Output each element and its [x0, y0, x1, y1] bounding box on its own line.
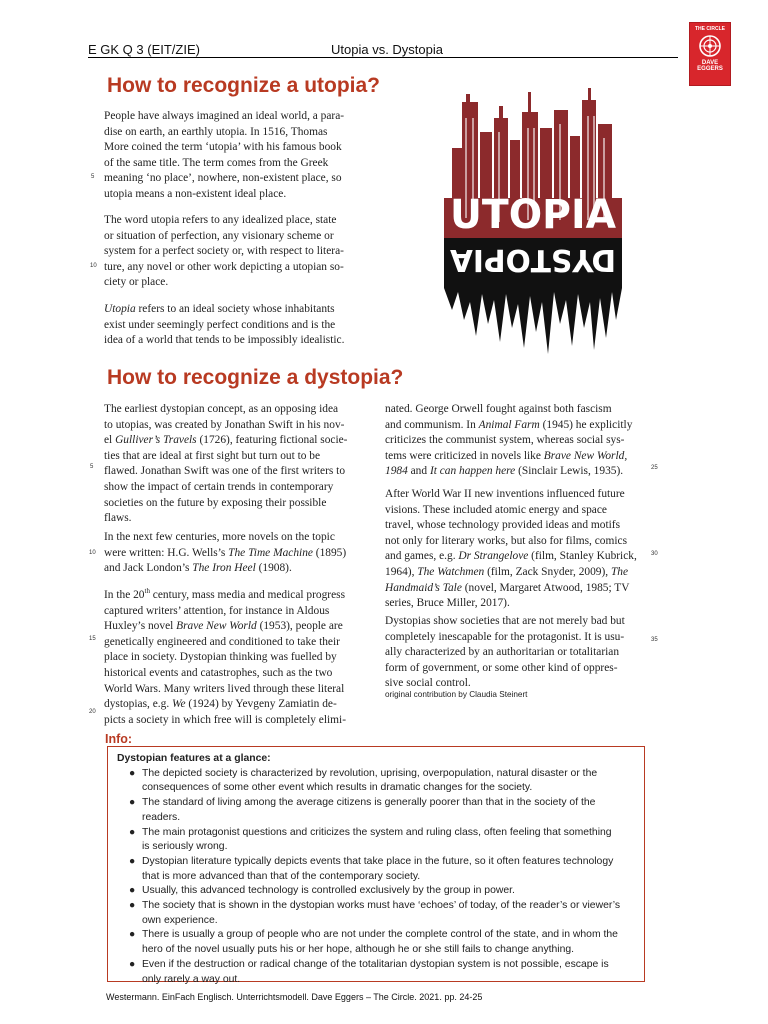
line-number: 35 — [651, 637, 658, 643]
list-item — [117, 855, 634, 884]
line-number: 5 — [91, 174, 95, 180]
source-footer: Westermann. EinFach Englisch. Unterrichtsmodell. Dave Eggers – The Circle. 2021. pp. 24-25 — [106, 992, 483, 1002]
list-item — [117, 958, 634, 987]
info-heading: Dystopian features at a glance: — [117, 753, 271, 764]
page-topic: Utopia vs. Dystopia — [331, 42, 443, 57]
list-item — [117, 884, 634, 899]
dystopia-col1-paragraph-3: In the 20th century, mass media and medical progress captured writers’ attention, for instance in Aldous Huxley’s novel Brave New World (1953), people are genetically engineered and conditioned to take their place in society. Dystopian thinking was fuelled by historical events and catastrophes, such as the two World Wars. Many writers lived through these literal dystopias, e.g. We (1924) by Yevgeny Zamiatin de- picts a society in which free will is completely elimi- — [104, 587, 346, 726]
header-rule — [88, 57, 678, 58]
line-number: 5 — [90, 464, 94, 470]
book-cover-author: DAVE EGGERS — [697, 60, 723, 72]
list-item-text: The main protagonist questions and criticizes the system and ruling class, often feeling that something is seriously wrong. — [142, 826, 612, 853]
list-item — [117, 796, 634, 825]
utopia-dystopia-poster — [444, 88, 622, 356]
book-cover-title: THE CIRCLE — [695, 26, 725, 32]
info-label: Info: — [105, 732, 133, 746]
bullet-icon: ● — [129, 767, 136, 779]
list-item — [117, 767, 634, 796]
utopia-heading: How to recognize a utopia? — [107, 74, 381, 97]
utopia-paragraph-2: The word utopia refers to any idealized place, state or situation of perfection, any visionary scheme or system for a perfect society or, with respect to litera- ture, any novel or other work depicting a utopian so- ciety or place. — [104, 214, 344, 289]
poster-word-dystopia: DYSTOPIA — [449, 242, 616, 277]
utopia-paragraph-3: Utopia refers to an ideal society whose inhabitants exist under seemingly perfect conditions and is the idea of a world that tends to be impossibly idealistic. — [104, 303, 345, 347]
list-item-text: Dystopian literature typically depicts events that take place in the future, so it often features technology that is more advanced than that of the contemporary society. — [142, 855, 614, 882]
dystopia-col1-paragraph-1: The earliest dystopian concept, as an opposing idea to utopias, was created by Jonathan Swift in his nov- el Gulliver’s Travels (1726), featuring fictional socie- ties that are ideal at first sight but turn out to be flawed. Jonathan Swift was one of the first writers to show the impact of certain trends in contemporary societies on the future by exposing their possible flaws. — [104, 403, 348, 525]
list-item — [117, 928, 634, 957]
line-number: 20 — [89, 709, 96, 715]
author-credit: original contribution by Claudia Steinert — [385, 690, 528, 699]
black-skyline — [444, 274, 622, 354]
dystopia-col2-paragraph-3: Dystopias show societies that are not merely bad but completely inescapable for the protagonist. It is usu- ally characterized by an authoritarian or totalitarian form of government, or some other kind of oppres- sive social control. — [385, 615, 625, 690]
bullet-icon: ● — [129, 797, 136, 809]
list-item-text: The depicted society is characterized by revolution, uprising, overpopulation, natural disaster or the consequences of some other event which results in dramatic changes for the society. — [142, 767, 598, 794]
bullet-icon: ● — [129, 855, 136, 867]
line-number: 10 — [89, 550, 96, 556]
feature-list — [117, 767, 634, 988]
book-cover-thumbnail — [689, 22, 731, 86]
course-code: E GK Q 3 (EIT/ZIE) — [88, 42, 200, 57]
dystopia-col2-paragraph-2: After World War II new inventions influenced future visions. These included atomic energy and space travel, whose technology provided ideas and motifs not only for literary works, but also for films, comics and games, e.g. Dr Strangelove (film, Stanley Kubrick, 1964), The Watchmen (film, Zack Snyder, 2009), The Handmaid’s Tale (novel, Margaret Atwood, 1985; TV series, Bruce Miller, 2017). — [385, 488, 637, 610]
dystopia-col1-paragraph-2: In the next few centuries, more novels on the topic were written: H.G. Wells’s The Time Machine (1895) and Jack London’s The Iron Heel (1908). — [104, 531, 347, 575]
list-item-text: The standard of living among the average citizens is generally poorer than that in the society of the readers. — [142, 797, 596, 823]
circle-emblem-icon — [698, 34, 722, 58]
dystopia-heading: How to recognize a dystopia? — [107, 366, 404, 389]
bullet-icon: ● — [129, 885, 136, 897]
info-box — [107, 746, 645, 985]
bullet-icon: ● — [129, 900, 136, 912]
line-number: 10 — [90, 263, 97, 269]
dystopia-col2-paragraph-1: nated. George Orwell fought against both fascism and communism. In Animal Farm (1945) he explicitly criticizes the communist system, whereas social sys- tems were criticized in novels like Brave New World, 1984 and It can happen here (Sinclair Lewis, 1935). — [385, 403, 633, 478]
utopia-paragraph-1: People have always imagined an ideal world, a para- dise on earth, an earthly utopia. In 1516, Thomas More coined the term ‘utopia’ with his famous book of the same title. The term comes from the Greek meaning ‘no place’, nowhere, non-existent place, so utopia means a non-existent ideal place. — [104, 110, 345, 200]
list-item-text: Usually, this advanced technology is controlled exclusively by the group in power. — [142, 885, 515, 897]
list-item — [117, 826, 634, 855]
bullet-icon: ● — [129, 958, 136, 970]
bullet-icon: ● — [129, 826, 136, 838]
list-item-text: Even if the destruction or radical change of the totalitarian dystopian system is not possible, escape is only rarely a way out. — [142, 958, 609, 985]
line-number: 25 — [651, 465, 658, 471]
line-number: 15 — [89, 636, 96, 642]
list-item — [117, 899, 634, 928]
list-item-text: There is usually a group of people who are not under the complete control of the state, and in whom the hero of the novel usually puts his or her hope, although he or she still fails to change anything. — [142, 929, 618, 956]
bullet-icon: ● — [129, 929, 136, 941]
list-item-text: The society that is shown in the dystopian works must have ‘echoes’ of today, of the reader’s or viewer’s own experience. — [142, 900, 621, 926]
line-number: 30 — [651, 551, 658, 557]
poster-word-utopia: UTOPIA — [450, 192, 617, 238]
